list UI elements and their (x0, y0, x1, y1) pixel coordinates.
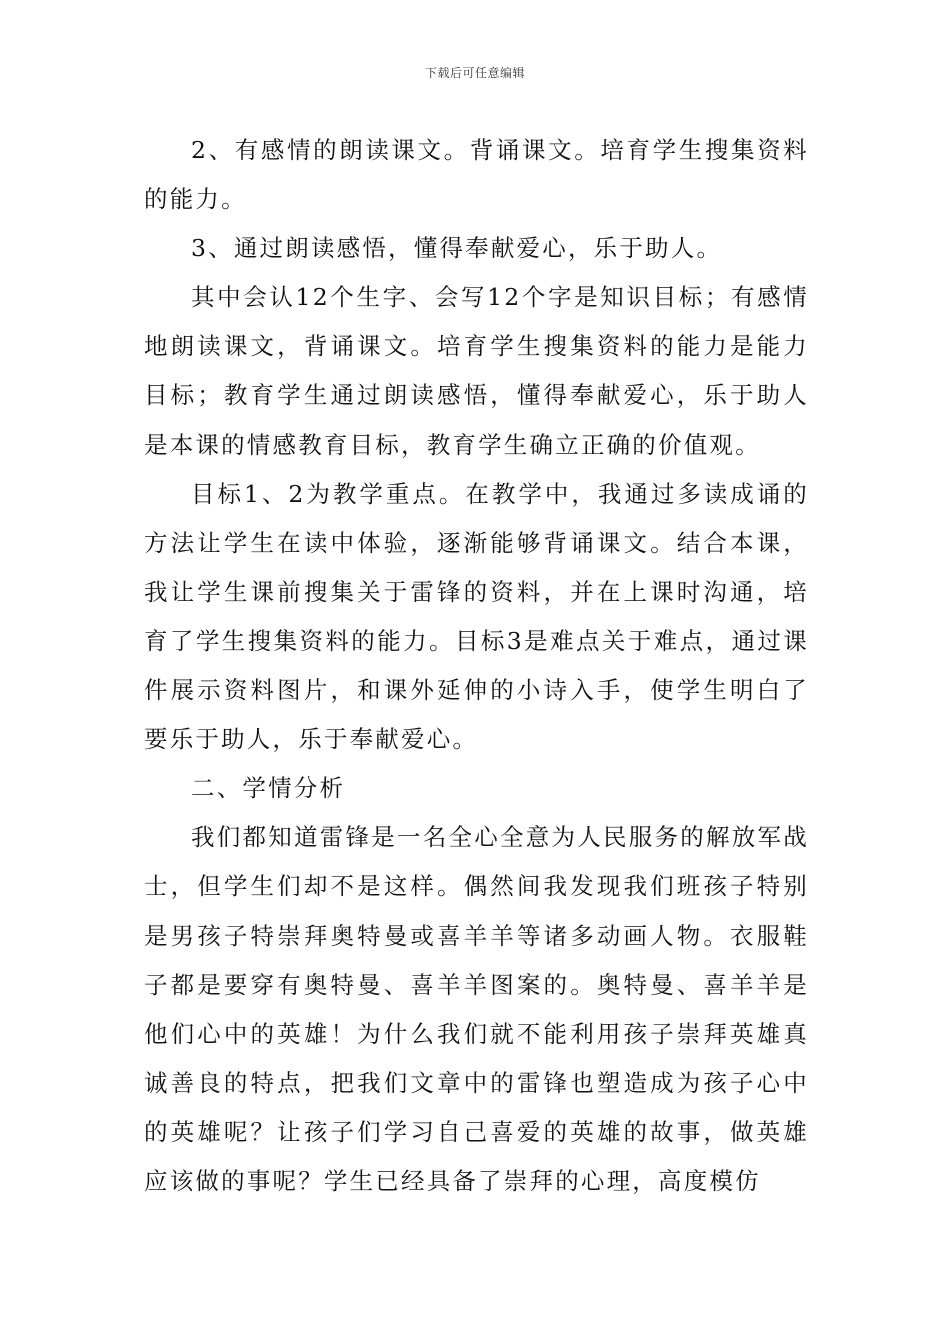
paragraph-teaching-focus: 目标1、2为教学重点。在教学中，我通过多读成诵的方法让学生在读中体验，逐渐能够背诵课文。结合本课，我让学生课前搜集关于雷锋的资料，并在上课时沟通，培育了学生搜集资料的能力。目标3是难点关于难点，通过课件展示资料图片，和课外延伸的小诗入手，使学生明白了要乐于助人，乐于奉献爱心。 (144, 479, 809, 754)
paragraph-goal-summary: 其中会认12个生字、会写12个字是知识目标；有感情地朗读课文，背诵课文。培育学生搜集资料的能力是能力目标；教育学生通过朗读感悟，懂得奉献爱心，乐于助人是本课的情感教育目标，教育学生确立正确的价值观。 (144, 283, 809, 459)
document-body (144, 126, 809, 1206)
paragraph-goal-3: 3、通过朗读感悟，懂得奉献爱心，乐于助人。 (191, 234, 723, 263)
paragraph-learning-analysis: 我们都知道雷锋是一名全心全意为人民服务的解放军战士，但学生们却不是这样。偶然间我发现我们班孩子特别是男孩子特崇拜奥特曼或喜羊羊等诸多动画人物。衣服鞋子都是要穿有奥特曼、喜羊羊图案的。奥特曼、喜羊羊是他们心中的英雄！为什么我们就不能利用孩子崇拜英雄真诚善良的特点，把我们文章中的雷锋也塑造成为孩子心中的英雄呢？让孩子们学习自己喜爱的英雄的故事，做英雄应该做的事呢？学生已经具备了崇拜的心理，高度模仿 (144, 823, 809, 1195)
paragraph-goal-2: 2、有感情的朗读课文。背诵课文。培育学生搜集资料的能力。 (144, 136, 809, 214)
section-heading-learning-analysis: 二、学情分析 (191, 774, 346, 803)
page-header: 下载后可任意编辑 (424, 66, 525, 80)
